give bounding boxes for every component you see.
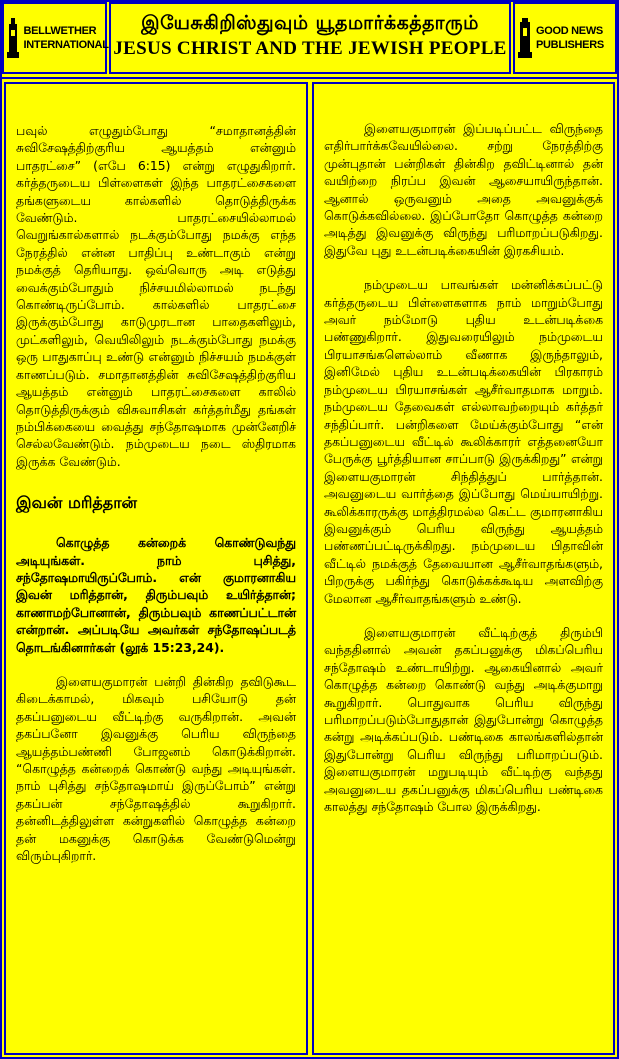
title-box [109,2,511,74]
title-tamil: இயேசுகிறிஸ்துவும் யூதமார்க்கத்தாரும் [141,12,479,34]
right-paragraph-1: இளையகுமாரன் இப்படிப்பட்ட விருந்தை எதிர்பார்க்கவேயில்லை. சற்று நேரத்திற்கு முன்புதான் பன்றிகள் தின்கிற தவிட்டினால் தன் வயிற்றை நிரப்ப இவன் ஆசையாயிருந்தான். ஆனால் ஒருவனும் அதை அவனுக்குக் கொடுக்கவில்லை. இப்போதோ கொழுத்த கன்றை அடித்து இவனுக்கு விருந்து பரிமாறப்படுகிறது. இதுவே புது உடன்படிக்கையின் இரகசியம். [324,121,603,258]
right-column [312,82,615,1055]
left-column [4,82,308,1055]
left-paragraph-1: பவுல் எழுதும்போது “சமாதானத்தின் சுவிசேஷத்திற்குரிய ஆயத்தம் என்னும் பாதரட்சை” (எபே 6:15) என்று எழுதுகிறார். கர்த்தருடைய பிள்ளைகள் இந்த பாதரட்சைகளை தங்களுடைய கால்களில் தொடுத்திருக்க வேண்டும். பாதரட்சையில்லாமல் வெறுங்கால்களால் நடக்கும்போது நமக்கு எந்த நேரத்தில் என்ன பாதிப்பு உண்டாகும் என்று நமக்குத் தெரியாது. ஒவ்வொரு அடி எடுத்து வைக்கும்போதும் நிச்சயமில்லாமல் நடந்து கொண்டிருப்போம். கால்களில் பாதரட்சை இருக்கும்போது காடுமுரடான பாதைகளிலும், முட்களிலும், வெயிலிலும் நடக்கும்போது நமக்கு ஒரு பாதுகாப்பு உண்டு என்னும் நிச்சயம் நமக்குள் காணப்படும். சமாதானத்தின் சுவிசேஷத்திற்குரிய ஆயத்தம் என்னும் பாதரட்சைகளை காலில் தொடுத்திருக்கும் விசுவாசிகள் கர்த்தர்மீது தங்கள் நம்பிக்கையை வைத்து சந்தோஷமாக முன்னேறிச் செல்லவேண்டும். நம்முடைய நடை ஸ்திரமாக இருக்க வேண்டும். [16,123,296,469]
tower-icon [518,18,532,58]
right-paragraph-3: இளையகுமாரன் வீட்டிற்குத் திரும்பி வந்ததினால் அவன் தகப்பனுக்கு மிகப்பெரிய சந்தோஷம் உண்டாயிற்று. ஆகையினால் அவர் கொழுத்த கன்றை கொண்டு வந்து அடிக்குமாறு கூறுகிறார். பொதுவாக பெரிய விருந்து பரிமாறப்படும்போதுதான் இதுபோன்று கொழுத்த கன்று அடிக்கப்படும். பண்டிகை காலங்களில்தான் இதுபோன்று பெரிய விருந்து பரிமாறப்படும். இளையகுமாரன் மறுபடியும் வீட்டிற்கு வந்தது அவனுடைய தகப்பனுக்கு மிகப்பெரிய பண்டிகை காலத்து சந்தோஷம் போல இருக்கிறது. [324,624,603,815]
right-paragraph-2: நம்முடைய பாவங்கள் மன்னிக்கப்பட்டு கர்த்தருடைய பிள்ளைகளாக நாம் மாறும்போது அவர் நம்மோடு புதிய உடன்படிக்கை பண்ணுகிறார். இதுவரையிலும் நம்முடைய பிரயாசங்களெல்லாம் வீணாக இருந்தாலும், இனிமேல் புதிய உடன்படிக்கையின் பிரகாரம் நம்முடைய பிரயாசங்கள் ஆசீர்வாதமாக மாறும். நம்முடைய தேவைகள் எல்லாவற்றையும் கர்த்தர் சந்திப்பார். பன்றிகளை மேய்க்கும்போது “என் தகப்பனுடைய வீட்டில் கூலிக்காரர் எத்தனையோ பேருக்கு பூர்த்தியான சாப்பாடு இருக்கிறது” என்று இளையகுமாரன் சிந்தித்துப் பார்த்தான். அவனுடைய வார்த்தை இப்போது மெய்யாயிற்று. கூலிக்காரருக்கு மாத்திரமல்ல கெட்ட குமாரனாகிய இவனுக்கும் பெரிய விருந்து ஆயத்தம் பண்ணப்பட்டிருக்கிறது. நம்முடைய பிதாவின் வீட்டில் நமக்குத் தேவையான ஆசீர்வாதங்களும், பிறருக்கு பகிர்ந்து கொடுக்கக்கூடிய அளவிற்கு மேலான ஆசீர்வாதங்களும் உண்டு. [324,277,603,606]
header-divider [0,77,619,79]
bellwether-logo-text: BELLWETHER INTERNATIONAL [23,25,109,51]
bell-tower-icon [6,18,20,58]
good-news-logo-text: GOOD NEWS PUBLISHERS [536,25,604,51]
bellwether-logo [2,2,107,74]
section-heading: இவன் மரித்தான் [16,493,138,513]
left-paragraph-2: இளையகுமாரன் பன்றி தின்கிற தவிடுகூட கிடைக்காமல், மிகவும் பசியோடு தன் தகப்பனுடைய வீட்டிற்கு வருகிறான். அவன் தகப்பனோ இவனுக்கு பெரிய விருந்தை ஆயத்தம்பண்ணி போஜனம் கொடுக்கிறான். “கொழுத்த கன்றைக் கொண்டு வந்து அடியுங்கள். நாம் புசித்து சந்தோஷமாய் இருப்போம்” என்று தகப்பன் சந்தோஷத்தில் கூறுகிறார். தன்னிடத்திலுள்ள கன்றுகளில் கொழுத்த கன்றை தன் மகனுக்கு கொடுக்க வேண்டுமென்று விரும்புகிறார். [16,673,296,864]
title-english: JESUS CHRIST AND THE JEWISH PEOPLE [113,38,507,59]
page-header [0,0,619,78]
good-news-logo [513,2,617,74]
scripture-quote: கொழுத்த கன்றைக் கொண்டுவந்து அடியுங்கள். நாம் புசித்து, சந்தோஷமாயிருப்போம். என் குமாரனாகிய இவன் மரித்தான், திரும்பவும் உயிர்த்தான்; காணாமற்போனான், திரும்பவும் காணப்பட்டான் என்றான். அப்படியே அவர்கள் சந்தோஷப்படத் தொடங்கினார்கள் (லூக் 15:23,24). [16,535,296,655]
